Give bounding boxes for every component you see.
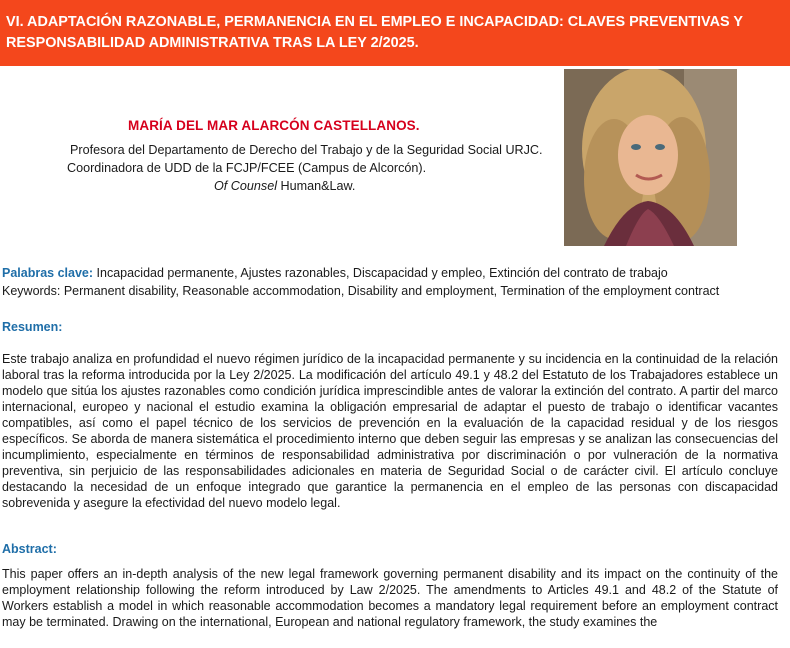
author-photo bbox=[564, 69, 737, 246]
keywords-es bbox=[2, 266, 668, 280]
abstract-heading: Abstract: bbox=[2, 542, 57, 556]
affiliation-line-3 bbox=[214, 179, 355, 193]
keywords-en: Keywords: Permanent disability, Reasonable accommodation, Disability and employment, Termination of the employment contract bbox=[2, 284, 720, 298]
affiliation-line-2: Coordinadora de UDD de la FCJP/FCEE (Campus de Alcorcón). bbox=[67, 161, 427, 175]
title-banner bbox=[0, 0, 790, 66]
article-title: VI. ADAPTACIÓN RAZONABLE, PERMANENCIA EN EL EMPLEO E INCAPACIDAD: CLAVES PREVENTIVAS Y RESPONSABILIDAD ADMINISTRATIVA TRAS LA LEY 2/2025. bbox=[6, 14, 743, 51]
resumen-body: Este trabajo analiza en profundidad el nuevo régimen jurídico de la incapacidad permanente y su incidencia en la continuidad de la relación laboral tras la reforma introducida por la Ley 2/2025. La modificación del artículo 49.1 y 48.2 del Estatuto de los Trabajadores establece un modelo que sitúa los ajustes razonables como condición jurídica imprescindible antes de valorar la extinción del contrato. A partir del marco internacional, europeo y nacional el estudio examina la obligación empresarial de adaptar el puesto de trabajo o identificar vacantes compatibles, así como el papel técnico de los servicios de prevención en la evaluación de la capacidad residual y de los riesgos específicos. Se aborda de manera sistemática el procedimiento interno que deben seguir las empresas y se analizan las consecuencias del incumplimiento, especialmente en términos de responsabilidad administrativa por discriminación o por vulneración de la normativa preventiva, sin perjuicio de las responsabilidades adicionales en materia de Seguridad Social o de carácter civil. El artículo concluye destacando la necesidad de un enfoque integrado que garantice la permanencia en el empleo de las personas con discapacidad sobrevenida y asegure la efectividad del nuevo modelo legal. bbox=[2, 352, 778, 510]
author-name: MARÍA DEL MAR ALARCÓN CASTELLANOS. bbox=[128, 118, 420, 133]
of-counsel-text: Of Counsel bbox=[214, 179, 277, 193]
keywords-es-text: Incapacidad permanente, Ajustes razonables, Discapacidad y empleo, Extinción del contrato de trabajo bbox=[93, 266, 668, 280]
author-portrait-icon bbox=[564, 69, 737, 246]
affiliation-line-1: Profesora del Departamento de Derecho del Trabajo y de la Seguridad Social URJC. bbox=[70, 143, 543, 157]
resumen-heading: Resumen: bbox=[2, 320, 63, 334]
human-law-text: Human&Law. bbox=[277, 179, 356, 193]
keywords-label: Palabras clave: bbox=[2, 266, 94, 280]
abstract-body: This paper offers an in-depth analysis of the new legal framework governing permanent disability and its impact on the continuity of the employment relationship following the reform introduced by Law 2/2025. The amendments to Articles 49.1 and 48.2 of the Statute of Workers establish a model in which reasonable accommodation becomes a mandatory legal requirement before an employment contract may be terminated. Drawing on the international, European and national regulatory framework, the study examines the bbox=[2, 567, 778, 629]
